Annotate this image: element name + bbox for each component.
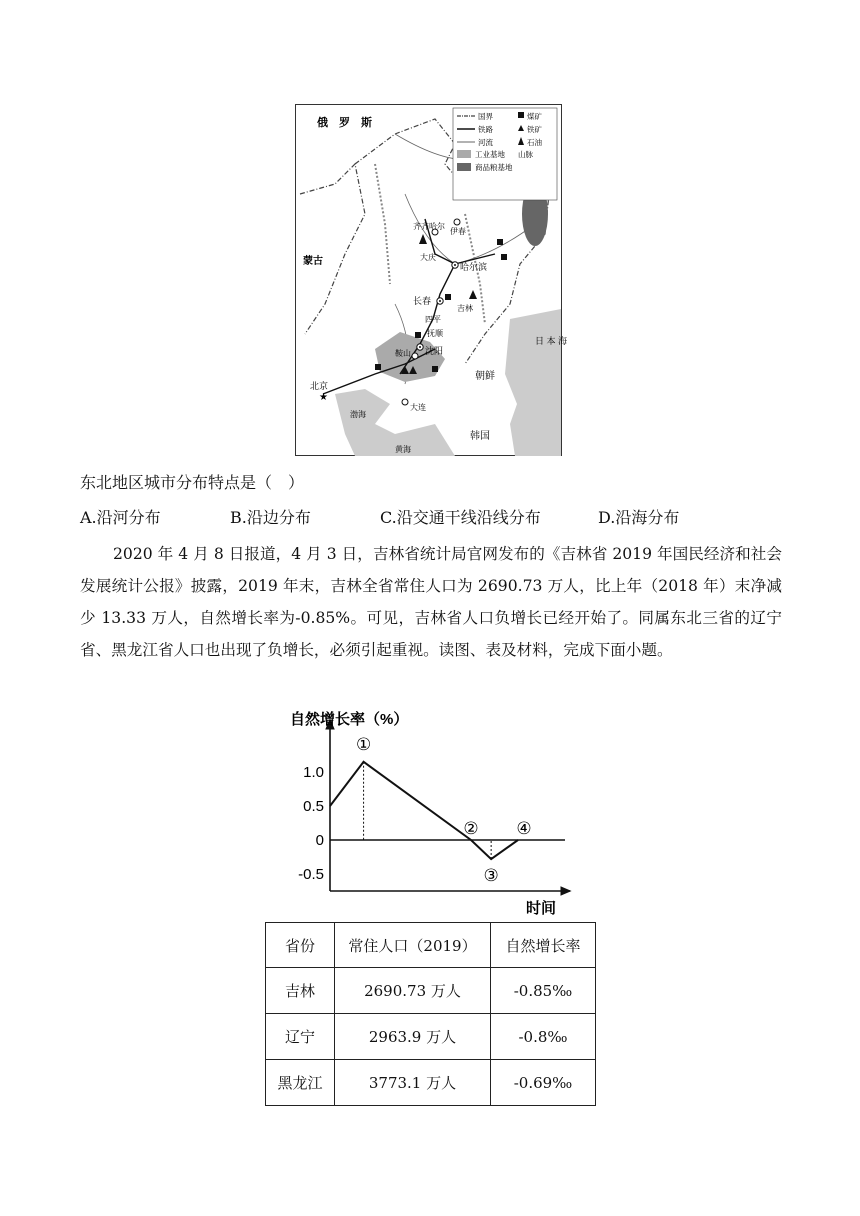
label-harbin: 哈尔滨 [460, 262, 488, 272]
legend-river: 河流 [478, 138, 493, 147]
material-paragraph: 2020 年 4 月 8 日报道，4 月 3 日，吉林省统计局官网发布的《吉林省 2019 年国民经济和社会发展统计公报》披露，2019 年末，吉林全省常住人口为 2690.73 万人，比上年（2018 年）末净减少 13.33 万人，自然增长率为-0.85%。可见，吉林省人口负增长已经开始了。同属东北三省的辽宁省、黑龙江省人口也出现了负增长，必须引起重视。读图、表及材料，完成下面小题。 [80, 545, 782, 659]
table-cell: -0.69‰ [491, 1060, 596, 1106]
growth-rate-chart [290, 708, 580, 918]
series-line [330, 762, 518, 859]
point-label: ③ [483, 866, 499, 887]
population-table [265, 922, 596, 1106]
table-header: 省份 [266, 923, 335, 968]
y-tick-label: -0.5 [298, 866, 324, 883]
table-header: 自然增长率 [491, 923, 596, 968]
question-stem: 东北地区城市分布特点是（ ） [80, 473, 305, 492]
point-label: ① [355, 734, 372, 755]
option-a[interactable]: A.沿河分布 [80, 508, 161, 527]
label-jilin: 吉林 [457, 304, 473, 313]
table-cell: 黑龙江 [266, 1060, 335, 1106]
label-huanghai: 黄海 [395, 445, 411, 454]
option-b[interactable]: B.沿边分布 [230, 508, 311, 527]
label-japan-sea: 日 本 海 [535, 336, 568, 346]
table-header: 常住人口（2019） [335, 923, 491, 968]
legend-industrial-base: 工业基地 [475, 150, 505, 159]
northeast-china-map [295, 104, 568, 456]
option-d[interactable]: D.沿海分布 [598, 508, 680, 527]
option-c[interactable]: C.沿交通干线沿线分布 [380, 508, 541, 527]
label-anshan: 鞍山 [395, 349, 411, 358]
label-beijing: 北京 [310, 381, 329, 391]
table-cell: 2963.9 万人 [335, 1014, 491, 1060]
y-tick-label: 1.0 [303, 764, 324, 781]
table-cell: 吉林 [266, 968, 335, 1014]
x-axis-label: 时间 [526, 900, 557, 917]
label-qiqihar: 齐齐哈尔 [413, 222, 445, 231]
label-south-korea: 韩国 [470, 431, 490, 442]
legend-grain-base: 商品粮基地 [475, 163, 513, 172]
table-row [266, 1014, 596, 1060]
y-tick-label: 0 [315, 832, 324, 849]
svg-text:★: ★ [319, 392, 328, 403]
label-bohai: 渤海 [350, 410, 366, 419]
label-daqing: 大庆 [420, 253, 436, 262]
table-cell: -0.85‰ [491, 968, 596, 1014]
y-tick-label: 0.5 [303, 798, 324, 815]
legend-mountain: 山脉 [518, 150, 533, 159]
japan-sea-area [505, 309, 561, 456]
legend-iron: 铁矿 [527, 125, 542, 134]
label-fushun: 抚顺 [427, 329, 443, 338]
legend-oil: 石油 [527, 138, 542, 147]
point-label: ④ [516, 819, 532, 839]
label-siping: 四平 [425, 315, 441, 324]
label-dalian: 大连 [410, 403, 426, 412]
label-changchun: 长春 [413, 296, 432, 306]
table-cell: -0.8‰ [491, 1014, 596, 1060]
table-row [266, 968, 596, 1014]
legend-railway: 铁路 [478, 125, 493, 134]
label-russia: 俄 罗 斯 [317, 117, 372, 129]
label-mongolia: 蒙古 [303, 256, 323, 267]
table-cell: 2690.73 万人 [335, 968, 491, 1014]
y-axis-label: 自然增长率（%） [290, 711, 409, 728]
table-cell: 辽宁 [266, 1014, 335, 1060]
legend-border: 国界 [478, 112, 493, 121]
label-north-korea: 朝鲜 [475, 371, 495, 382]
label-yichun: 伊春 [450, 227, 466, 236]
table-row [266, 1060, 596, 1106]
point-label: ② [463, 819, 479, 839]
legend-coal: 煤矿 [527, 112, 542, 121]
table-cell: 3773.1 万人 [335, 1060, 491, 1106]
label-shenyang: 沈阳 [425, 346, 444, 356]
